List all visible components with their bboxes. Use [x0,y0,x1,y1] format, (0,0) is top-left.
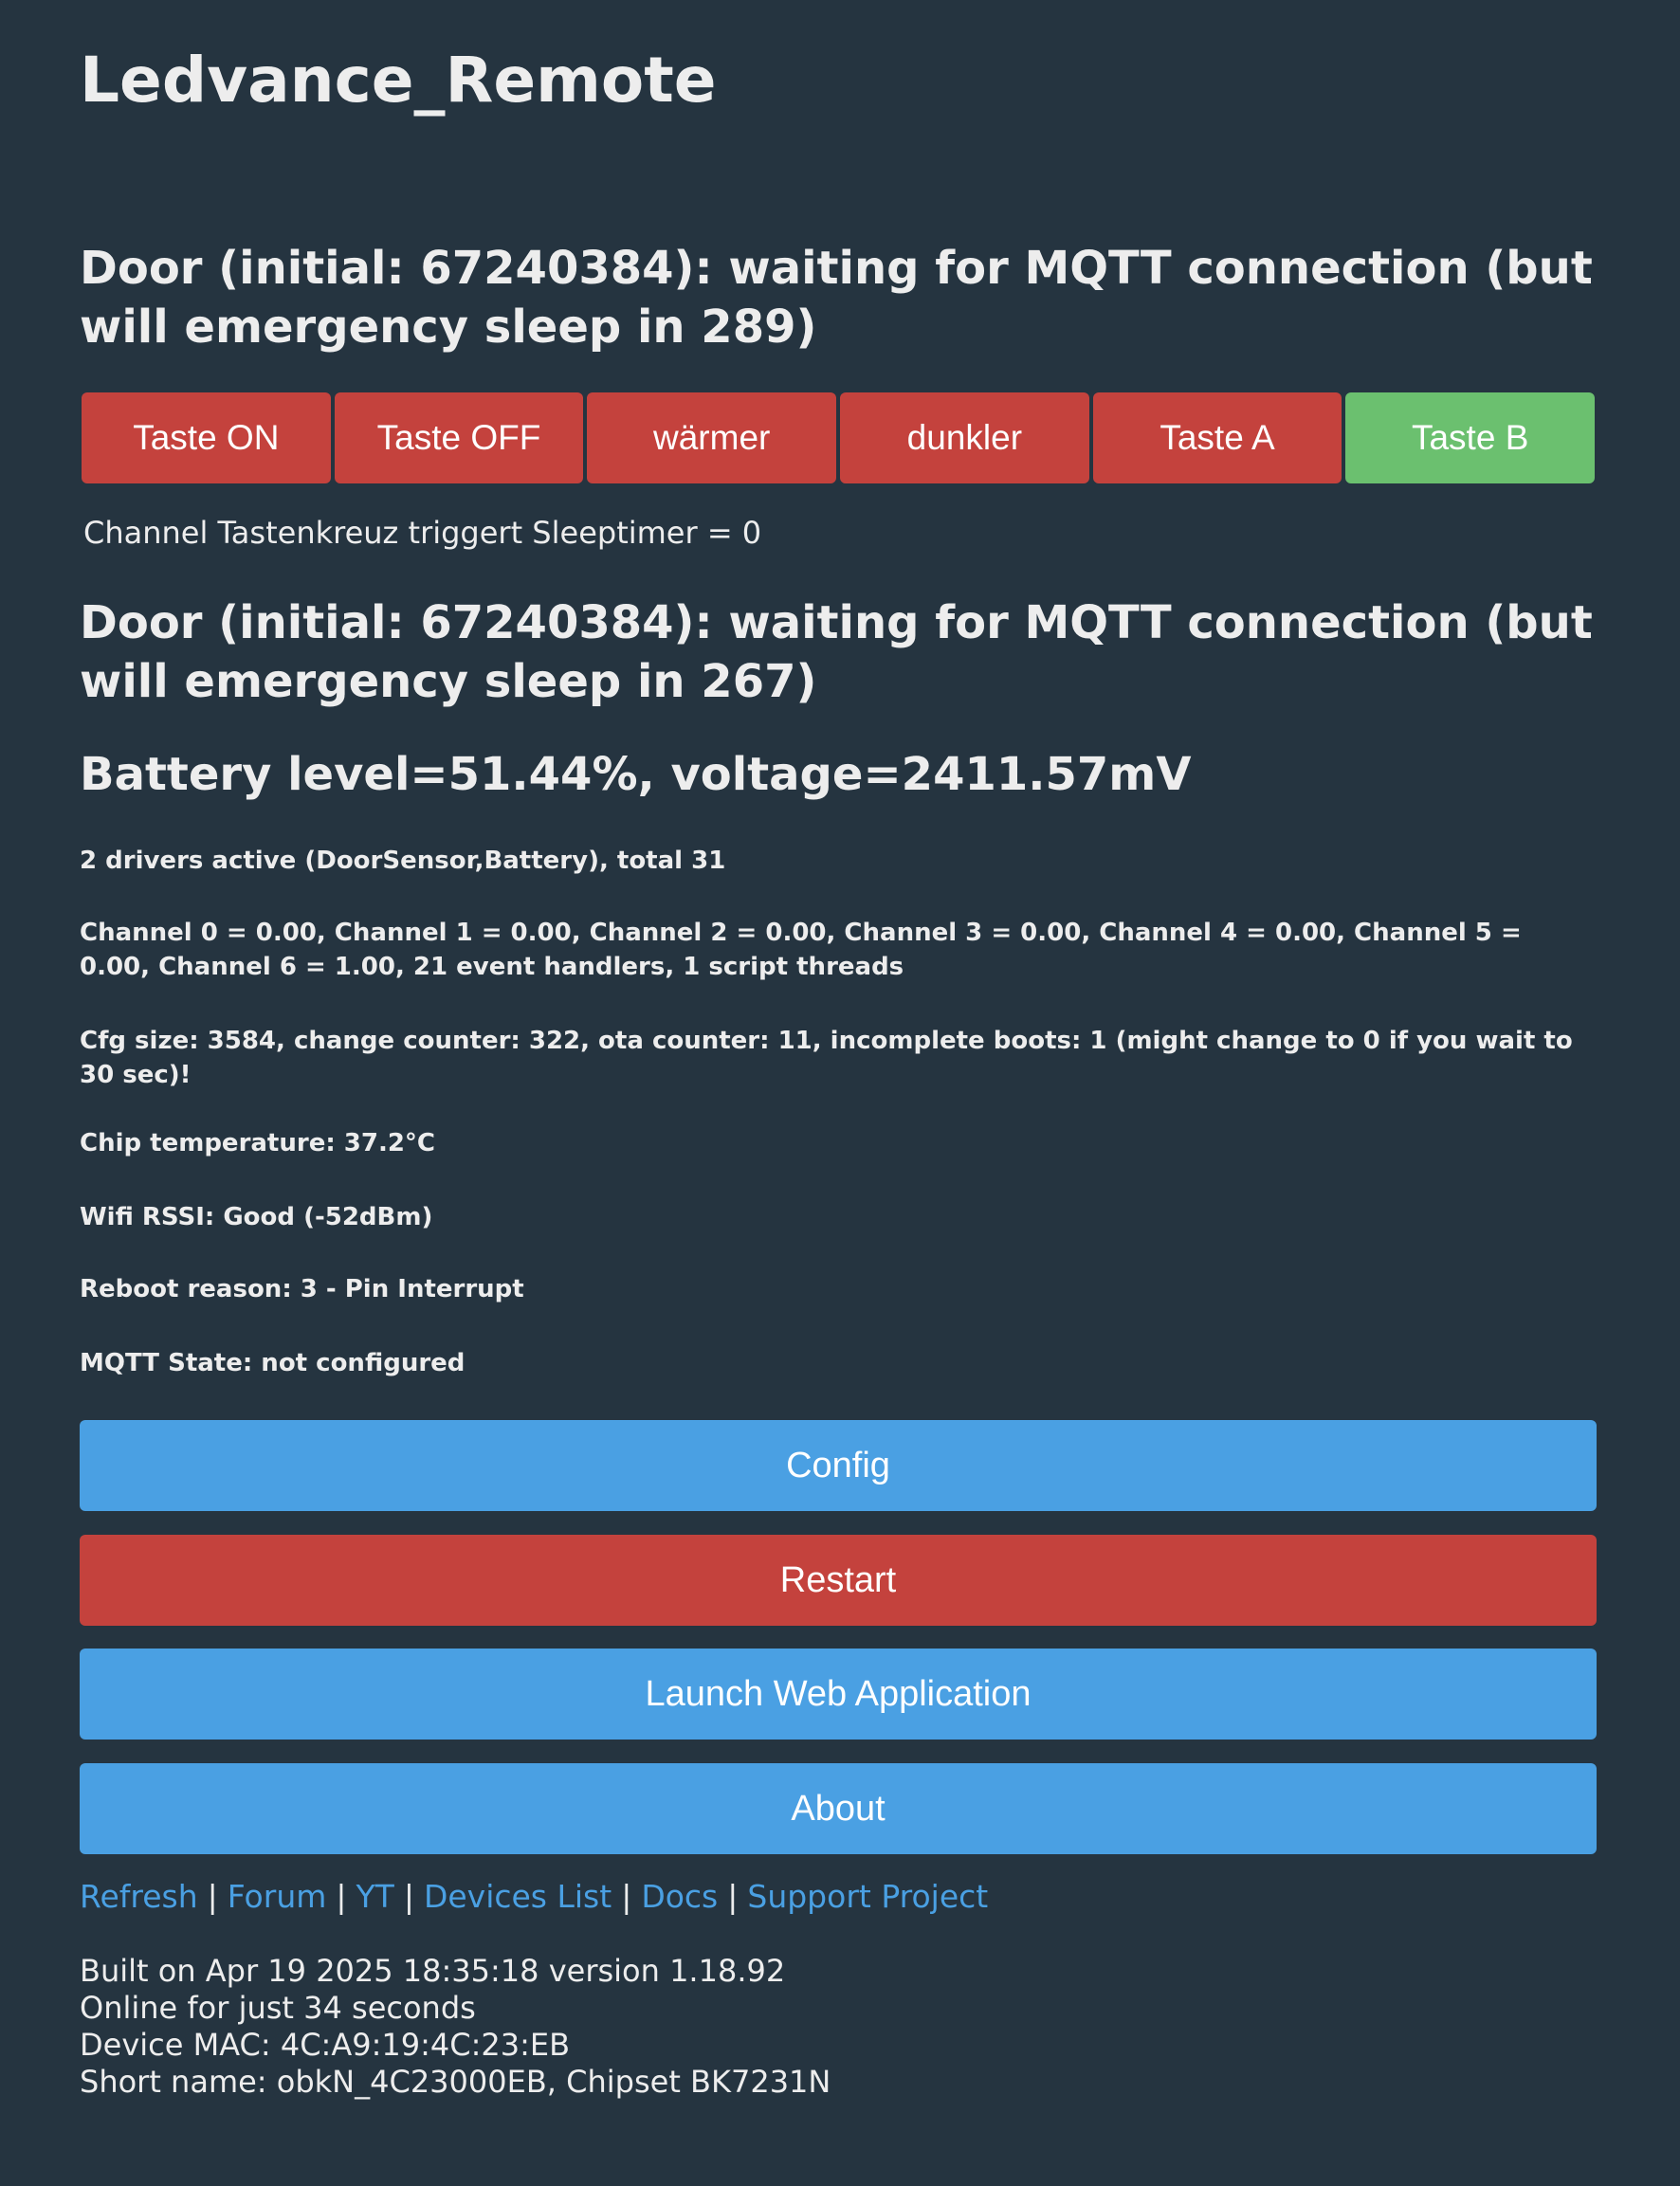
waermer-button[interactable]: wärmer [587,392,836,483]
cfg-info: Cfg size: 3584, change counter: 322, ota counter: 11, incomplete boots: 1 (might change to 0 if you wait to 30 sec)! [80,1027,1573,1089]
yt-link[interactable]: YT [356,1878,394,1915]
link-separator: | [207,1878,218,1915]
uptime: Online for just 34 seconds [80,1990,476,2026]
door-status-heading-2: Door (initial: 67240384): waiting for MQTT connection (but will emergency sleep in 267) [80,596,1593,708]
config-button[interactable]: Config [80,1420,1597,1511]
link-separator: | [336,1878,347,1915]
link-separator: | [727,1878,739,1915]
door-status-heading: Door (initial: 67240384): waiting for MQTT connection (but will emergency sleep in 289) [80,242,1593,354]
dunkler-button[interactable]: dunkler [840,392,1089,483]
channel-note: Channel Tastenkreuz triggert Sleeptimer = 0 [83,515,762,551]
build-version: Built on Apr 19 2025 18:35:18 version 1.18.92 [80,1953,786,1989]
launch-web-app-button[interactable]: Launch Web Application [80,1649,1597,1740]
restart-button[interactable]: Restart [80,1535,1597,1626]
docs-link[interactable]: Docs [641,1878,719,1915]
taste-off-button[interactable]: Taste OFF [335,392,584,483]
build-info [80,1953,831,2101]
devices-list-link[interactable]: Devices List [423,1878,612,1915]
taste-on-button[interactable]: Taste ON [82,392,331,483]
chip-temperature-info: Chip temperature: 37.2°C [80,1129,436,1157]
short-name: Short name: obkN_4C23000EB, Chipset BK7231N [80,2064,831,2100]
link-separator: | [403,1878,414,1915]
wifi-rssi-info: Wifi RSSI: Good (-52dBm) [80,1203,433,1231]
taste-a-button[interactable]: Taste A [1093,392,1342,483]
device-mac: Device MAC: 4C:A9:19:4C:23:EB [80,2027,571,2063]
forum-link[interactable]: Forum [227,1878,327,1915]
taste-b-button[interactable]: Taste B [1345,392,1595,483]
drivers-info: 2 drivers active (DoorSensor,Battery), total 31 [80,847,726,875]
battery-status-heading: Battery level=51.44%, voltage=2411.57mV [80,748,1192,801]
support-project-link[interactable]: Support Project [747,1878,989,1915]
refresh-link[interactable]: Refresh [80,1878,198,1915]
footer-links [80,1875,988,1919]
about-button[interactable]: About [80,1763,1597,1854]
mqtt-state-info: MQTT State: not configured [80,1349,466,1377]
channels-info: Channel 0 = 0.00, Channel 1 = 0.00, Channel 2 = 0.00, Channel 3 = 0.00, Channel 4 = 0.00, Channel 5 = 0.00, Channel 6 = 1.00, 21 event handlers, 1 script threads [80,919,1522,981]
link-separator: | [621,1878,632,1915]
page-title: Ledvance_Remote [80,44,717,117]
reboot-reason-info: Reboot reason: 3 - Pin Interrupt [80,1275,524,1303]
toggle-button-row [82,392,1595,483]
